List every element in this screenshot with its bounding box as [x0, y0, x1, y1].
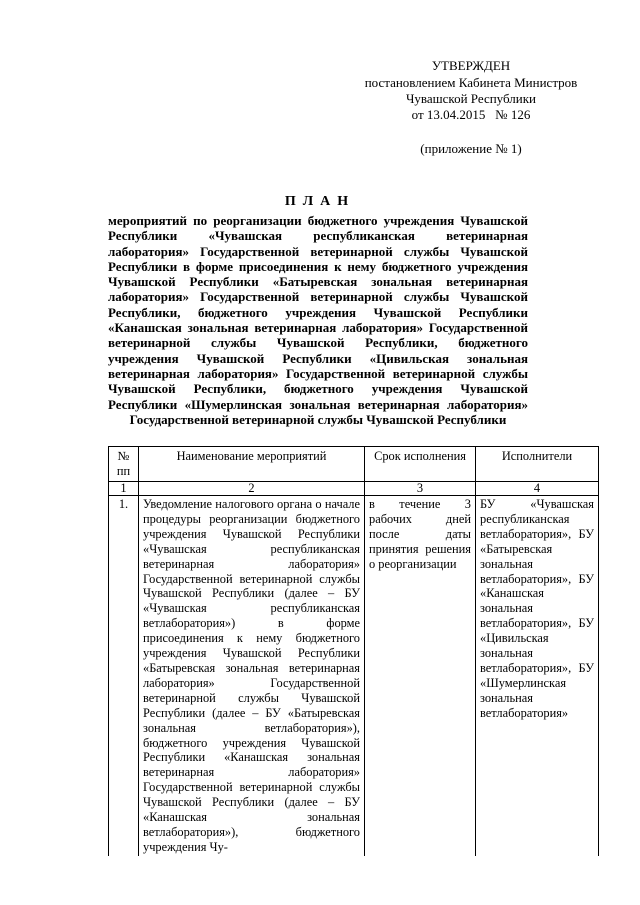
header-executors: Исполнители [476, 447, 599, 482]
appendix-label: (приложение № 1) [420, 141, 522, 156]
column-number: 4 [476, 482, 599, 496]
plan-title: ПЛАН [284, 194, 356, 209]
row-number: 1. [109, 496, 139, 856]
table-header-row [109, 447, 599, 482]
approval-line-2: Чувашской Республики [405, 91, 537, 106]
row-term: в течение 3 рабочих дней после даты принятия решения о реорганизации [365, 496, 476, 856]
plan-table [108, 446, 599, 856]
approval-line-1: постановлением Кабинета Министров [364, 75, 578, 90]
header-term: Срок исполнения [365, 447, 476, 482]
column-number: 3 [365, 482, 476, 496]
row-activity: Уведомление налогового органа о начале процедуры реорганизации бюджетного учреждения Чувашской Республики «Чувашская республиканская ветеринарная лаборатория» Государственной ветеринарной службы Чувашской Республики (далее – БУ «Чувашская республиканская ветлаборатория») в форме присоединения к нему бюджетного учреждения Чувашской Республики «Батыревская зональная ветеринарная лаборатория» Государственной ветеринарной службы Чувашской Республики (далее – БУ «Батыревская зональная ветлаборатория»), бюджетного учреждения Чувашской Республики «Канашская зональная ветеринарная лаборатория» Государственной ветеринарной службы Чувашской Республики (далее – БУ «Канашская зональная ветлаборатория»), бюджетного учреждения Чу- [139, 496, 365, 856]
approval-title: УТВЕРЖДЕН [431, 58, 511, 73]
column-number-row [109, 482, 599, 496]
header-name: Наименование мероприятий [139, 447, 365, 482]
column-number: 2 [139, 482, 365, 496]
header-num: № пп [109, 447, 139, 482]
column-number: 1 [109, 482, 139, 496]
approval-line-3: от 13.04.2015 № 126 [411, 107, 531, 122]
approval-stamp [340, 58, 602, 157]
row-executors: БУ «Чувашская республиканская ветлаборатория», БУ «Батыревская зональная ветлаборатория», БУ «Канашская зональная ветлаборатория», БУ «Цивильская зональная ветлаборатория», БУ «Шумерлинская зональная ветлаборатория» [476, 496, 599, 856]
plan-subtitle: мероприятий по реорганизации бюджетного учреждения Чувашской Республики «Чувашская республиканская ветеринарная лаборатория» Государственной ветеринарной службы Чувашской Республики в форме присоединения к нему бюджетного учреждения Чувашской Республики «Батыревская зональная ветеринарная лаборатория» Государственной ветеринарной службы Чувашской Республики, бюджетного учреждения Чувашской Республики «Канашская зональная ветеринарная лаборатория» Государственной ветеринарной службы Чувашской Республики, бюджетного учреждения Чувашской Республики «Цивильская зональная ветеринарная лаборатория» Государственной ветеринарной службы Чувашской Республики, бюджетного учреждения Чувашской Республики «Шумерлинская зональная ветеринарная лаборатория» Государственной ветеринарной службы Чувашской Республики [108, 213, 528, 427]
table-row [109, 496, 599, 856]
